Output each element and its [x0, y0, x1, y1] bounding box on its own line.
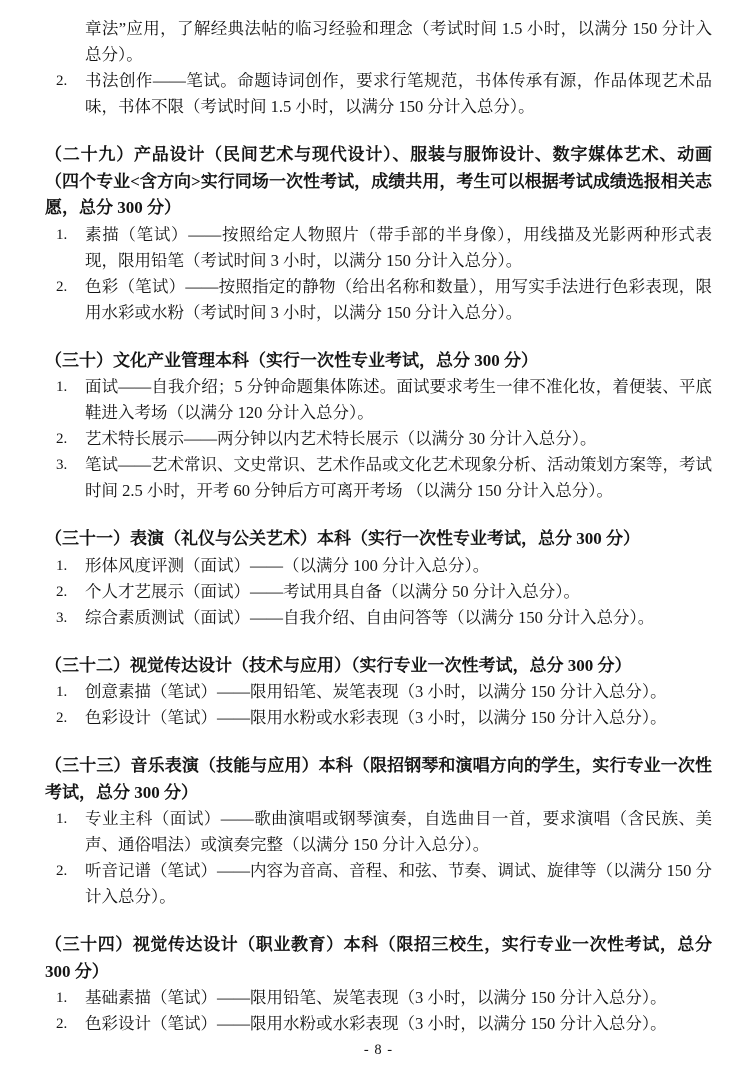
continuation-block — [45, 16, 712, 120]
item-number: 1. — [56, 684, 68, 700]
item-number: 1. — [56, 226, 68, 243]
page-number: - 8 - — [363, 1042, 394, 1058]
list-item — [56, 679, 712, 705]
item-number: 1. — [56, 990, 68, 1006]
section-heading: （三十四）视觉传达设计（职业教育）本科（限招三校生，实行专业一次性考试，总分 300 分） — [45, 935, 712, 981]
item-number: 2. — [56, 278, 68, 295]
list-item — [56, 274, 712, 326]
item-text: 素描（笔试）——按照给定人物照片（带手部的半身像），用线描及光影两种形式表现，限用铅笔（考试时间 3 小时，以满分 150 分计入总分）。 — [85, 224, 712, 270]
item-number: 1. — [56, 379, 68, 395]
item-number: 3. — [56, 457, 68, 473]
section-heading: （三十二）视觉传达设计（技术与应用）（实行专业一次性考试，总分 300 分） — [45, 655, 632, 675]
continuation-text: 章法”应用，了解经典法帖的临习经验和理念（考试时间 1.5 小时，以满分 150 分计入总分）。 — [85, 19, 712, 64]
item-text: 听音记谱（笔试）——内容为音高、音程、和弦、节奏、调试、旋律等（以满分 150 分计入总分）。 — [85, 861, 712, 906]
item-text: 笔试——艺术常识、文史常识、艺术作品或文化艺术现象分析、活动策划方案等，考试时间 2.5 小时，开考 60 分钟后方可离开考场 （以满分 150 分计入总分）。 — [85, 455, 712, 500]
section-33 — [45, 753, 712, 910]
section-32 — [45, 653, 712, 732]
item-text: 创意素描（笔试）——限用铅笔、炭笔表现（3 小时，以满分 150 分计入总分）。 — [85, 682, 667, 701]
section-30 — [45, 348, 712, 505]
list-item — [56, 426, 712, 452]
item-number: 2. — [56, 431, 68, 447]
item-number: 3. — [56, 609, 68, 626]
item-text: 综合素质测试（面试）——自我介绍、自由问答等（以满分 150 分计入总分）。 — [85, 607, 655, 627]
item-number: 2. — [56, 863, 68, 879]
item-text: 色彩（笔试）——按照指定的静物（给出名称和数量），用写实手法进行色彩表现，限用水彩或水粉（考试时间 3 小时，以满分 150 分计入总分）。 — [85, 276, 712, 322]
section-heading: （三十）文化产业管理本科（实行一次性专业考试，总分 300 分） — [45, 350, 538, 370]
section-heading: （三十一）表演（礼仪与公关艺术）本科（实行一次性专业考试，总分 300 分） — [45, 529, 640, 548]
section-heading: （二十九）产品设计（民间艺术与现代设计）、服装与服饰设计、数字媒体艺术、动画（四个专业<含方向>实行同场一次性考试，成绩共用，考生可以根据考试成绩选报相关志愿，总分 300 分） — [45, 145, 712, 217]
list-item — [56, 374, 712, 426]
item-text: 艺术特长展示——两分钟以内艺术特长展示（以满分 30 分计入总分）。 — [85, 429, 597, 448]
item-text: 专业主科（面试）——歌曲演唱或钢琴演奏，自选曲目一首，要求演唱（含民族、美声、通俗唱法）或演奏完整（以满分 150 分计入总分）。 — [85, 809, 712, 854]
list-item — [56, 68, 712, 120]
item-number: 2. — [56, 710, 68, 726]
list-item — [56, 605, 712, 631]
list-item — [56, 806, 712, 858]
item-number: 2. — [56, 1016, 68, 1032]
item-number: 1. — [56, 811, 68, 827]
section-heading: （三十三）音乐表演（技能与应用）本科（限招钢琴和演唱方向的学生，实行专业一次性考试，总分 300 分） — [45, 756, 712, 802]
item-number: 2. — [56, 583, 68, 600]
list-item — [56, 452, 712, 504]
item-text: 个人才艺展示（面试）——考试用具自备（以满分 50 分计入总分）。 — [85, 581, 580, 601]
list-item — [56, 553, 712, 579]
list-item — [56, 1011, 712, 1037]
item-text: 面试——自我介绍；5 分钟命题集体陈述。面试要求考生一律不准化妆，着便装、平底鞋进入考场（以满分 120 分计入总分）。 — [85, 377, 712, 422]
item-text: 色彩设计（笔试）——限用水粉或水彩表现（3 小时，以满分 150 分计入总分）。 — [85, 708, 667, 727]
item-number: 1. — [56, 557, 68, 574]
section-31 — [45, 526, 712, 631]
section-34 — [45, 932, 712, 1037]
section-29 — [45, 142, 712, 326]
list-item — [56, 985, 712, 1011]
list-item — [56, 222, 712, 274]
item-text: 基础素描（笔试）——限用铅笔、炭笔表现（3 小时，以满分 150 分计入总分）。 — [85, 988, 667, 1007]
item-number: 2. — [56, 73, 68, 89]
item-text: 色彩设计（笔试）——限用水粉或水彩表现（3 小时，以满分 150 分计入总分）。 — [85, 1014, 667, 1033]
list-item — [56, 858, 712, 910]
item-text: 书法创作——笔试。命题诗词创作，要求行笔规范，书体传承有源，作品体现艺术品味，书体不限（考试时间 1.5 小时，以满分 150 分计入总分）。 — [85, 71, 712, 116]
list-item — [56, 705, 712, 731]
list-item — [56, 579, 712, 605]
item-text: 形体风度评测（面试）——（以满分 100 分计入总分）。 — [85, 555, 490, 575]
